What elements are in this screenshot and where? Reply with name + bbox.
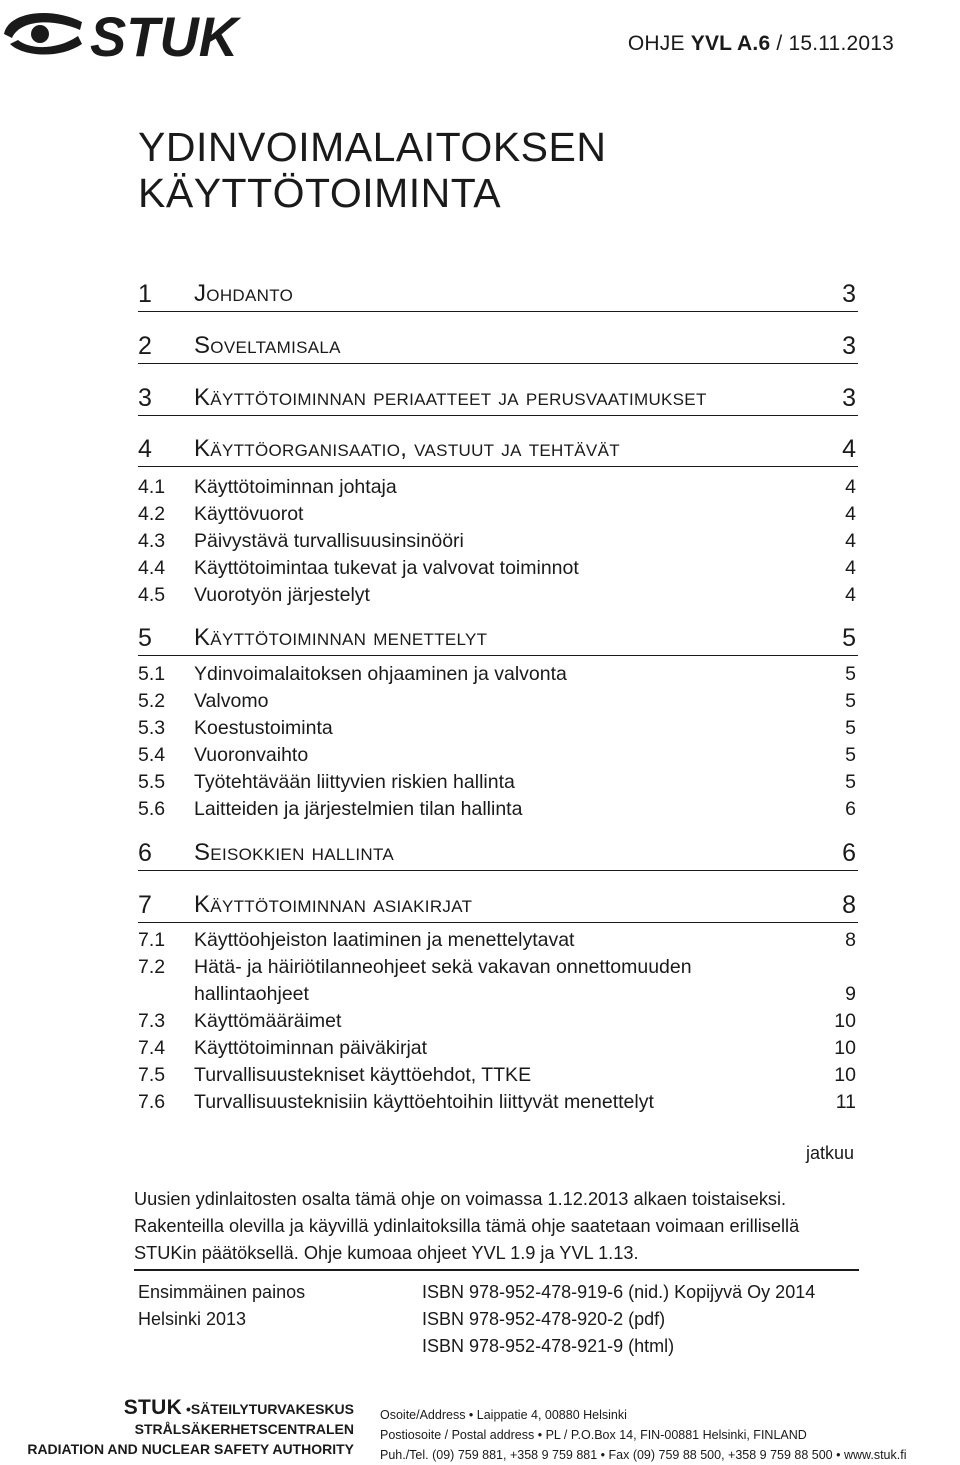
toc-label: Käyttötoiminnan asiakirjat <box>194 891 473 918</box>
toc-section[interactable] <box>138 383 858 416</box>
document-title <box>138 124 606 216</box>
footer-organization <box>27 1398 354 1459</box>
toc-label: Käyttötoimintaa tukevat ja valvovat toiminnot <box>194 557 579 579</box>
publication-isbn <box>422 1279 815 1360</box>
toc-subsection[interactable] <box>138 663 858 690</box>
toc-page: 11 <box>835 1091 856 1113</box>
toc-number: 6 <box>138 839 152 867</box>
toc-page: 3 <box>842 384 856 412</box>
toc-number: 7.1 <box>138 929 166 951</box>
footer-contact <box>380 1405 906 1465</box>
street-address: Osoite/Address • Laippatie 4, 00880 Helsinki <box>380 1408 627 1422</box>
toc-label: Johdanto <box>194 280 294 307</box>
toc-number: 4.3 <box>138 530 166 552</box>
title-line-1: YDINVOIMALAITOKSEN <box>138 124 607 170</box>
toc-label-continued: hallintaohjeet <box>194 983 309 1005</box>
toc-number: 7 <box>138 891 152 919</box>
toc-label: Käyttömääräimet <box>194 1010 342 1032</box>
toc-subsection[interactable] <box>138 584 858 611</box>
isbn-html: ISBN 978-952-478-921-9 (html) <box>422 1336 675 1356</box>
toc-section[interactable] <box>138 838 858 871</box>
toc-number: 3 <box>138 384 152 412</box>
org-english: RADIATION AND NUCLEAR SAFETY AUTHORITY <box>27 1441 354 1457</box>
toc-label: Ydinvoimalaitoksen ohjaaminen ja valvonta <box>194 663 567 685</box>
validity-line-3: STUKin päätöksellä. Ohje kumoaa ohjeet YVL 1.9 ja YVL 1.13. <box>134 1243 639 1263</box>
toc-page: 9 <box>845 983 856 1005</box>
place-year: Helsinki 2013 <box>138 1309 247 1329</box>
toc-label: Työtehtävään liittyvien riskien hallinta <box>194 771 515 793</box>
stuk-logo <box>0 4 245 62</box>
validity-line-2: Rakenteilla olevilla ja käyvillä ydinlaitoksilla tämä ohje saatetaan voimaan erillisellä <box>134 1216 800 1236</box>
doc-date: / 15.11.2013 <box>770 32 894 55</box>
toc-page: 4 <box>845 557 856 579</box>
toc-number: 7.6 <box>138 1091 166 1113</box>
org-finnish: SÄTEILYTURVAKESKUS <box>190 1401 354 1417</box>
toc-number: 5 <box>138 624 152 652</box>
toc-number: 5.1 <box>138 663 166 685</box>
toc-number: 4.5 <box>138 584 166 606</box>
divider <box>134 1269 859 1271</box>
toc-section[interactable] <box>138 623 858 656</box>
toc-number: 5.2 <box>138 690 166 712</box>
publication-edition <box>138 1279 305 1333</box>
org-abbr: STUK <box>123 1396 183 1419</box>
toc-page: 5 <box>845 717 856 739</box>
org-swedish: STRÅLSÄKERHETSCENTRALEN <box>134 1421 354 1437</box>
toc-section[interactable] <box>138 331 858 364</box>
toc-page: 4 <box>842 435 856 463</box>
document-reference <box>628 32 894 56</box>
toc-page: 5 <box>845 690 856 712</box>
toc-number: 5.5 <box>138 771 166 793</box>
toc-subsection[interactable] <box>138 771 858 798</box>
toc-page: 4 <box>845 584 856 606</box>
toc-number: 7.4 <box>138 1037 166 1059</box>
toc-number: 1 <box>138 280 152 308</box>
toc-subsection[interactable] <box>138 1064 858 1091</box>
toc-number: 4.4 <box>138 557 166 579</box>
toc-label: Päivystävä turvallisuusinsinööri <box>194 530 464 552</box>
toc-page: 6 <box>842 839 856 867</box>
toc-label: Käyttötoiminnan päiväkirjat <box>194 1037 428 1059</box>
toc-page: 3 <box>842 332 856 360</box>
toc-subsection[interactable] <box>138 744 858 771</box>
toc-label: Valvomo <box>194 690 269 712</box>
toc-section[interactable] <box>138 434 858 467</box>
phone-fax-web[interactable]: Puh./Tel. (09) 759 881, +358 9 759 881 • Fax (09) 759 88 500, +358 9 759 88 500 • www.stuk.fi <box>380 1448 907 1462</box>
toc-subsection[interactable] <box>138 476 858 503</box>
toc-label: Käyttötoiminnan menettelyt <box>194 624 488 651</box>
toc-page: 8 <box>845 929 856 951</box>
toc-label: Käyttövuorot <box>194 503 304 525</box>
toc-subsection[interactable] <box>138 530 858 557</box>
toc-page: 5 <box>845 663 856 685</box>
toc-label: Käyttöorganisaatio, vastuut ja tehtävät <box>194 435 620 462</box>
toc-subsection[interactable] <box>138 956 858 1010</box>
toc-page: 10 <box>834 1037 856 1059</box>
toc-page: 10 <box>834 1064 856 1086</box>
toc-label: Soveltamisala <box>194 332 341 359</box>
toc-subsection[interactable] <box>138 1091 858 1118</box>
toc-label: Turvallisuustekniset käyttöehdot, TTKE <box>194 1064 532 1086</box>
toc-label: Seisokkien hallinta <box>194 839 395 866</box>
toc-page: 4 <box>845 503 856 525</box>
toc-number: 5.4 <box>138 744 166 766</box>
toc-subsection[interactable] <box>138 503 858 530</box>
continues-note: jatkuu <box>806 1143 855 1163</box>
doc-code: YVL A.6 <box>690 32 771 55</box>
toc-subsection[interactable] <box>138 798 858 825</box>
toc-section[interactable] <box>138 279 858 312</box>
logo-text: STUK <box>90 5 242 62</box>
toc-page: 8 <box>842 891 856 919</box>
toc-page: 5 <box>842 624 856 652</box>
toc-subsection[interactable] <box>138 1037 858 1064</box>
toc-subsection[interactable] <box>138 1010 858 1037</box>
toc-page: 5 <box>845 771 856 793</box>
bullet-icon: • <box>185 1401 191 1417</box>
toc-section[interactable] <box>138 890 858 923</box>
toc-number: 5.6 <box>138 798 166 820</box>
doc-prefix: OHJE <box>627 32 691 55</box>
toc-subsection[interactable] <box>138 557 858 584</box>
toc-label: Käyttötoiminnan periaatteet ja perusvaatimukset <box>194 384 707 411</box>
postal-address: Postiosoite / Postal address • PL / P.O.Box 14, FIN-00881 Helsinki, FINLAND <box>380 1428 807 1442</box>
toc-number: 7.5 <box>138 1064 166 1086</box>
toc-number: 4.1 <box>138 476 166 498</box>
toc-number: 7.3 <box>138 1010 166 1032</box>
toc-subsection[interactable] <box>138 717 858 744</box>
validity-notice <box>134 1186 859 1267</box>
toc-page: 4 <box>845 530 856 552</box>
edition: Ensimmäinen painos <box>138 1282 306 1302</box>
toc-label: Käyttötoiminnan johtaja <box>194 476 397 498</box>
toc-page: 5 <box>845 744 856 766</box>
toc-subsection[interactable] <box>138 929 858 956</box>
toc-page: 3 <box>842 280 856 308</box>
toc-label: Vuoronvaihto <box>194 744 309 766</box>
toc-label: Turvallisuusteknisiin käyttöehtoihin liittyvät menettelyt <box>194 1091 654 1113</box>
toc-label: Koestustoiminta <box>194 717 333 739</box>
logo-swoosh-icon <box>4 13 82 55</box>
toc-page: 10 <box>834 1010 856 1032</box>
validity-line-1: Uusien ydinlaitosten osalta tämä ohje on voimassa 1.12.2013 alkaen toistaiseksi. <box>134 1189 787 1209</box>
toc-number: 4.2 <box>138 503 166 525</box>
isbn-pdf: ISBN 978-952-478-920-2 (pdf) <box>422 1309 666 1329</box>
toc-label: Käyttöohjeiston laatiminen ja menettelytavat <box>194 929 575 951</box>
toc-number: 7.2 <box>138 956 166 978</box>
toc-label: Vuorotyön järjestelyt <box>194 584 370 606</box>
toc-number: 2 <box>138 332 152 360</box>
toc-label: Hätä- ja häiriötilanneohjeet sekä vakavan onnettomuuden <box>194 956 692 978</box>
toc-number: 4 <box>138 435 152 463</box>
toc-number: 5.3 <box>138 717 166 739</box>
isbn-print: ISBN 978-952-478-919-6 (nid.) Kopijyvä Oy 2014 <box>422 1282 816 1302</box>
toc-label: Laitteiden ja järjestelmien tilan hallinta <box>194 798 523 820</box>
title-line-2: KÄYTTÖTOIMINTA <box>138 170 502 216</box>
toc-page: 4 <box>845 476 856 498</box>
toc-page: 6 <box>845 798 856 820</box>
toc-subsection[interactable] <box>138 690 858 717</box>
